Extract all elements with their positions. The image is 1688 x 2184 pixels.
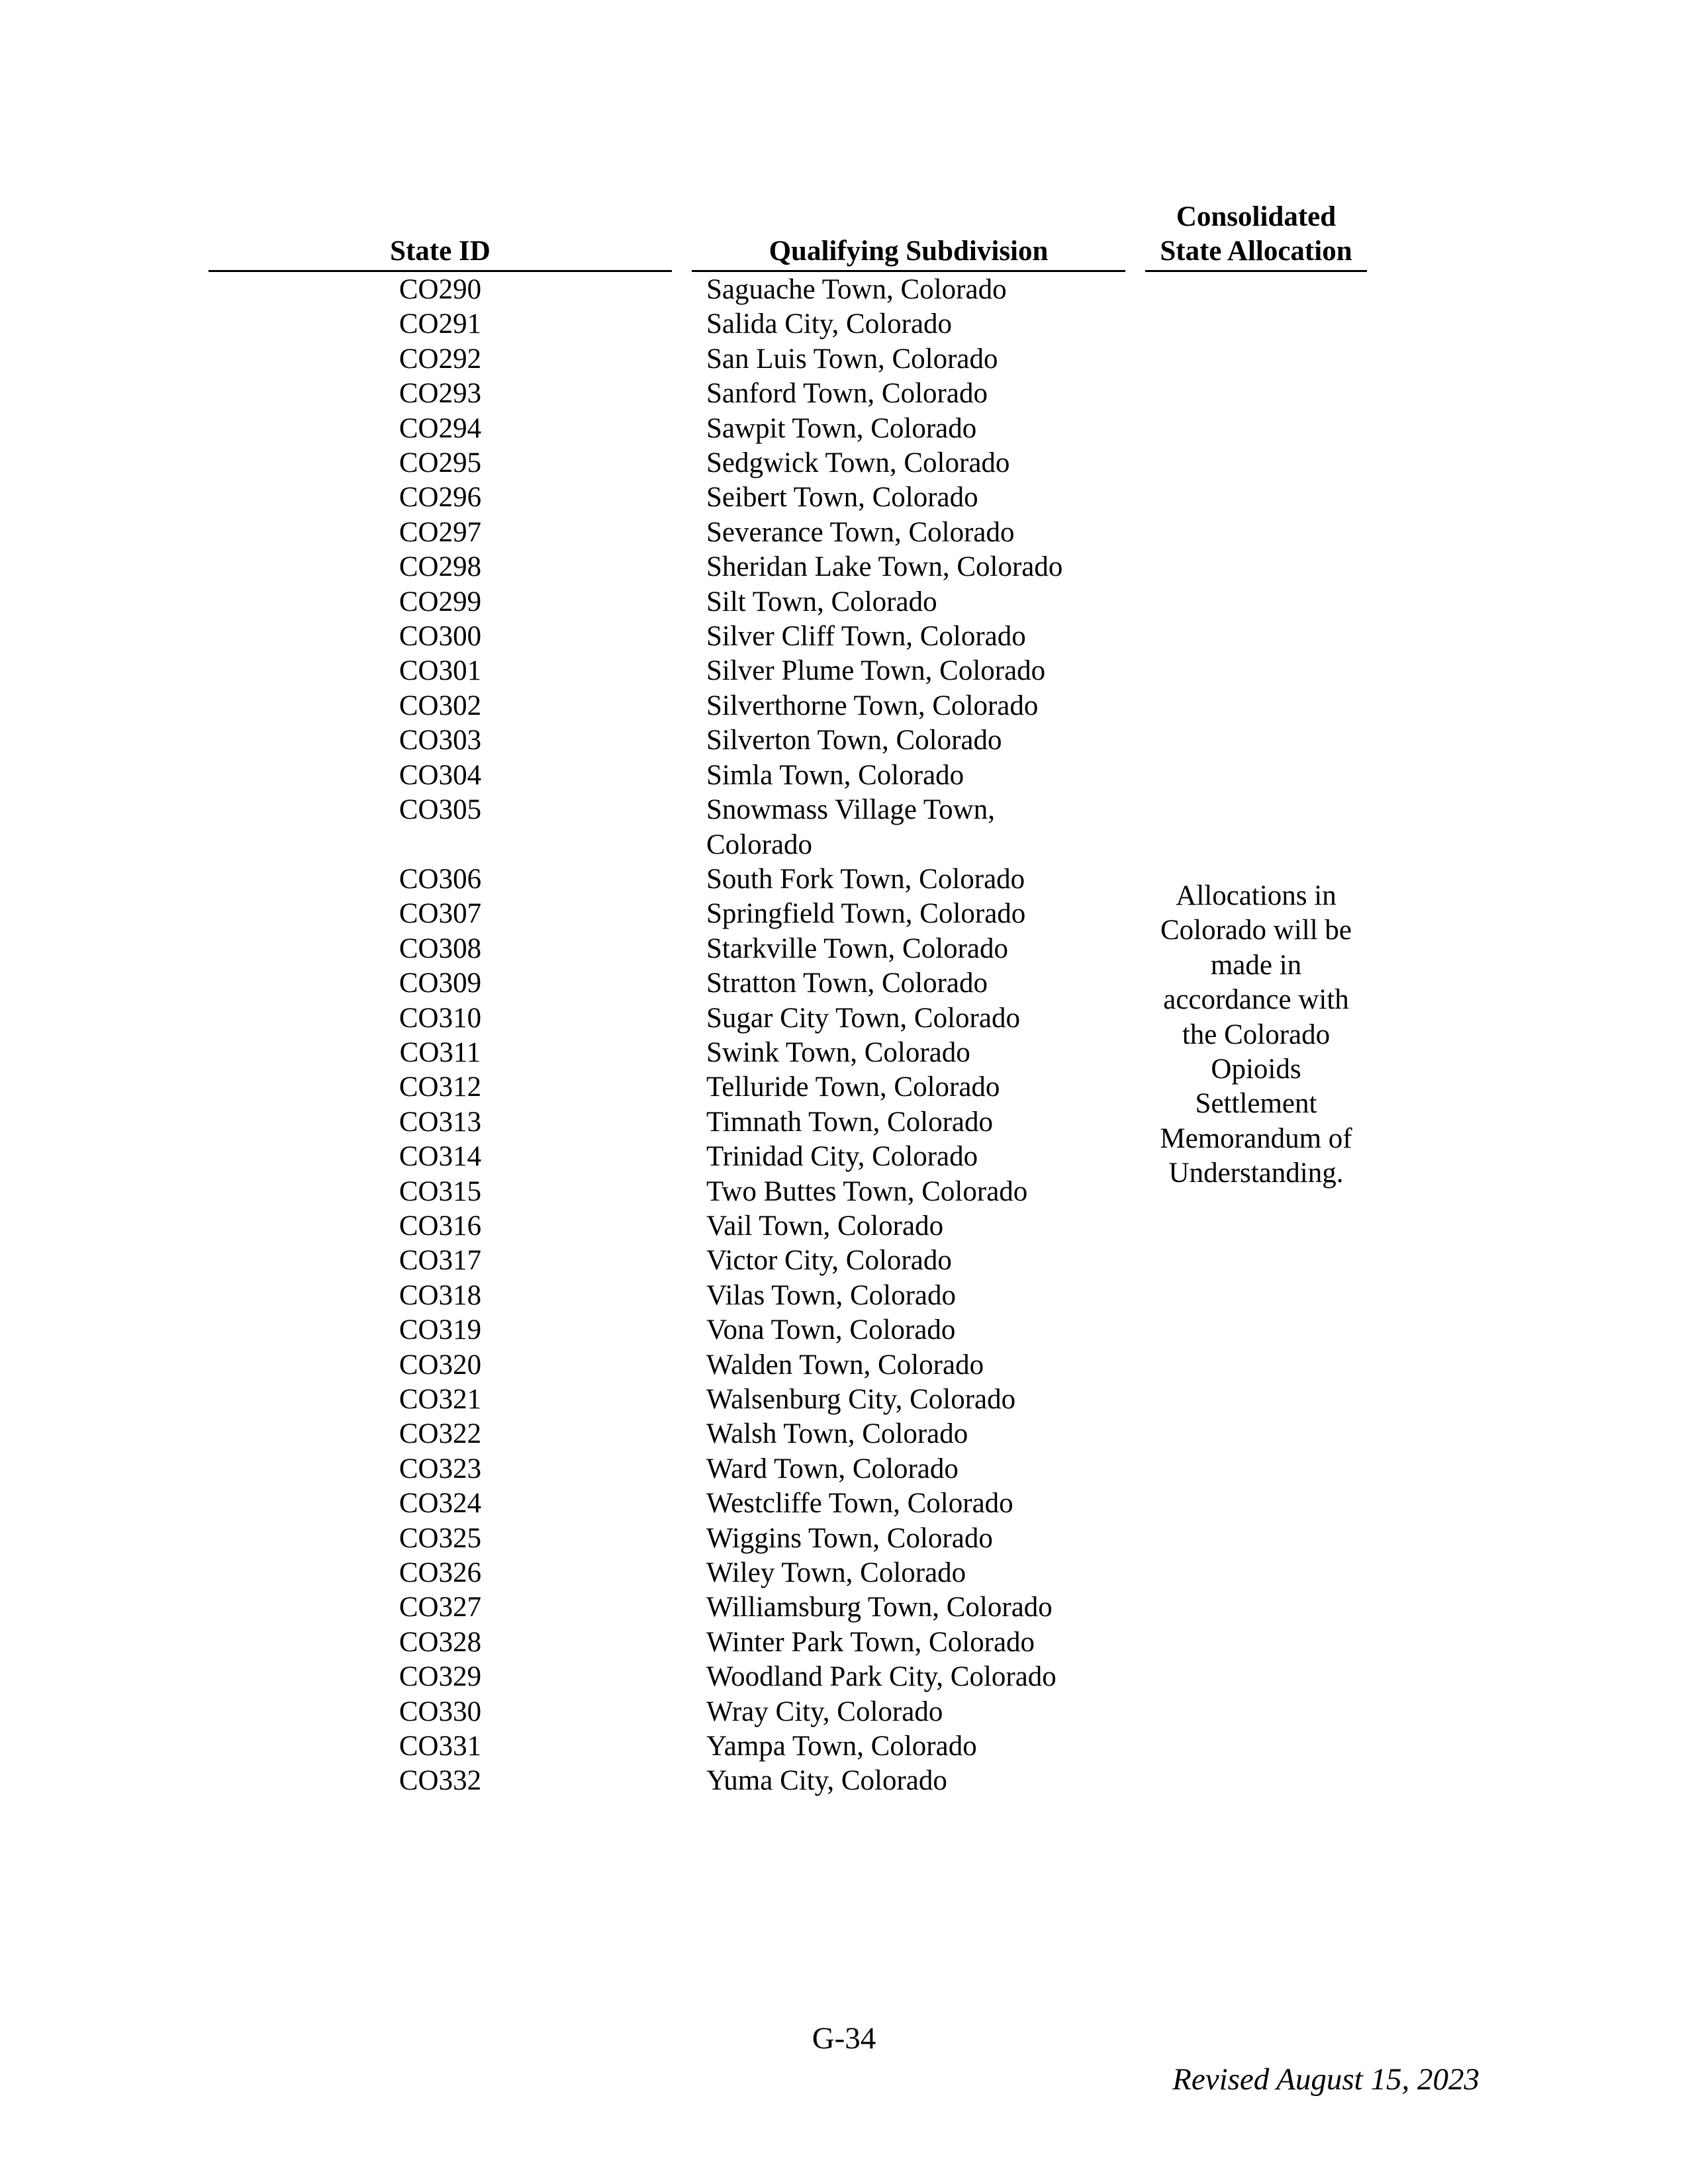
- state-id-cell: CO296: [399, 482, 482, 514]
- state-id-cell: CO311: [399, 1036, 481, 1068]
- subdivision-name-cell: [706, 758, 1117, 793]
- subdivision-name-cell: [706, 1209, 1117, 1244]
- state-id-cell: CO325: [399, 1522, 482, 1554]
- table-row: [0, 585, 1158, 619]
- table-row: [0, 1383, 1158, 1417]
- table-row: [0, 932, 1158, 966]
- header-state-id: State ID: [390, 236, 491, 267]
- state-id-cell: CO295: [399, 447, 482, 479]
- allocation-note-line: made in: [1210, 949, 1302, 981]
- state-id-cell: CO300: [399, 621, 482, 653]
- state-id-cell: CO298: [399, 551, 482, 583]
- subdivision-name-line: Wiggins Town, Colorado: [706, 1522, 993, 1554]
- allocation-note: [1145, 879, 1367, 1191]
- state-id-cell: CO318: [399, 1279, 482, 1311]
- subdivision-name-line: Silverton Town, Colorado: [706, 725, 1002, 756]
- subdivision-name-cell: [706, 585, 1117, 619]
- table-row: [0, 1175, 1158, 1209]
- subdivision-name-line: Trinidad City, Colorado: [706, 1141, 978, 1173]
- table-row: [0, 1209, 1158, 1244]
- state-id-cell: CO301: [399, 655, 482, 687]
- subdivision-name-cell: [706, 412, 1117, 446]
- subdivision-name-cell: [706, 1036, 1117, 1070]
- table-row: [0, 1729, 1158, 1764]
- table-row: [0, 966, 1158, 1001]
- subdivision-name-line: Walsenburg City, Colorado: [706, 1384, 1016, 1415]
- subdivision-name-line: Westcliffe Town, Colorado: [706, 1488, 1013, 1520]
- subdivision-name-line: Simla Town, Colorado: [706, 759, 964, 791]
- table-row: [0, 273, 1158, 307]
- table-row: [0, 1244, 1158, 1278]
- state-id-cell: CO294: [399, 412, 482, 444]
- state-id-cell: CO290: [399, 274, 482, 305]
- subdivision-name-cell: [706, 1695, 1117, 1729]
- state-id-cell: CO308: [399, 933, 482, 964]
- table-row: [0, 1105, 1158, 1140]
- table-row: [0, 1522, 1158, 1556]
- subdivision-name-cell: [706, 550, 1117, 584]
- state-id-cell: CO305: [399, 794, 482, 826]
- table-row: [0, 342, 1158, 377]
- revised-date: Revised August 15, 2023: [1172, 2062, 1479, 2097]
- table-row: [0, 1452, 1158, 1486]
- state-id-cell: CO324: [399, 1488, 482, 1520]
- state-id-cell: CO292: [399, 343, 482, 375]
- table-row: [0, 1660, 1158, 1694]
- state-id-cell: CO330: [399, 1696, 482, 1727]
- state-id-cell: CO313: [399, 1106, 482, 1138]
- subdivision-name-cell: [706, 1105, 1117, 1140]
- subdivision-name-cell: [706, 1070, 1117, 1105]
- state-id-cell: CO312: [399, 1071, 482, 1103]
- allocation-note-line: accordance with: [1163, 984, 1349, 1016]
- subdivision-name-line: Salida City, Colorado: [706, 308, 953, 340]
- subdivision-name-line: Stratton Town, Colorado: [706, 968, 988, 999]
- state-id-cell: CO299: [399, 586, 482, 617]
- subdivision-name-line: Walden Town, Colorado: [706, 1349, 984, 1381]
- subdivision-name-line: Silver Cliff Town, Colorado: [706, 621, 1026, 653]
- subdivision-name-line: Sedgwick Town, Colorado: [706, 447, 1010, 479]
- subdivision-name-line: Silver Plume Town, Colorado: [706, 655, 1046, 687]
- subdivision-name-cell: [706, 723, 1117, 758]
- subdivision-name-cell: [706, 619, 1117, 654]
- state-id-cell: CO306: [399, 863, 482, 895]
- subdivision-name-cell: [706, 446, 1117, 480]
- subdivision-name-cell: [706, 1556, 1117, 1590]
- subdivision-name-cell: [706, 1244, 1117, 1278]
- subdivision-name-line: Snowmass Village Town,: [706, 794, 995, 826]
- subdivision-name-cell: [706, 862, 1117, 897]
- header-consolidated-line1: Consolidated: [1176, 201, 1336, 232]
- subdivision-name-cell: [706, 1313, 1117, 1347]
- subdivision-name-cell: [706, 342, 1117, 377]
- subdivision-name-cell: [706, 966, 1117, 1001]
- allocation-note-line: Colorado will be: [1160, 915, 1352, 946]
- subdivision-name-line: Two Buttes Town, Colorado: [706, 1175, 1028, 1207]
- header-rule-subdivision: [692, 270, 1125, 272]
- state-id-cell: CO329: [399, 1661, 482, 1693]
- table-row: [0, 1313, 1158, 1347]
- header-consolidated-line2: State Allocation: [1160, 236, 1352, 267]
- subdivision-name-line: Walsh Town, Colorado: [706, 1418, 968, 1450]
- subdivision-name-line: South Fork Town, Colorado: [706, 863, 1025, 895]
- table-row: [0, 412, 1158, 446]
- table-row: [0, 1036, 1158, 1070]
- header-qualifying-subdivision: Qualifying Subdivision: [769, 236, 1049, 267]
- state-id-cell: CO326: [399, 1557, 482, 1589]
- subdivision-name-cell: [706, 1175, 1117, 1209]
- subdivision-name-cell: [706, 480, 1117, 515]
- state-id-cell: CO293: [399, 378, 482, 410]
- subdivision-name-line: Severance Town, Colorado: [706, 516, 1015, 548]
- subdivision-name-cell: [706, 897, 1117, 931]
- state-id-cell: CO310: [399, 1002, 482, 1034]
- subdivision-name-cell: [706, 1452, 1117, 1486]
- table-row: [0, 377, 1158, 411]
- subdivision-name-line: San Luis Town, Colorado: [706, 343, 998, 375]
- page-number: G-34: [812, 2021, 876, 2056]
- subdivision-name-cell: [706, 1729, 1117, 1764]
- table-row: [0, 446, 1158, 480]
- state-id-cell: CO331: [399, 1731, 482, 1762]
- state-id-cell: CO297: [399, 516, 482, 548]
- state-id-cell: CO327: [399, 1592, 482, 1623]
- subdivision-name-line: Vail Town, Colorado: [706, 1210, 944, 1242]
- subdivision-name-line: Starkville Town, Colorado: [706, 933, 1009, 964]
- state-id-cell: CO319: [399, 1314, 482, 1346]
- table-row: [0, 897, 1158, 931]
- subdivision-name-cell: [706, 1522, 1117, 1556]
- subdivision-name-cell: [706, 1348, 1117, 1383]
- state-id-cell: CO317: [399, 1245, 482, 1277]
- table-row: [0, 516, 1158, 550]
- table-row: [0, 862, 1158, 897]
- subdivision-name-line: Saguache Town, Colorado: [706, 274, 1007, 305]
- subdivision-name-line: Telluride Town, Colorado: [706, 1071, 1000, 1103]
- table-row: [0, 1486, 1158, 1521]
- table-row: [0, 758, 1158, 793]
- table-body: [0, 273, 1158, 1799]
- table-row: [0, 1070, 1158, 1105]
- subdivision-name-cell: [706, 793, 1117, 862]
- subdivision-name-line: Vilas Town, Colorado: [706, 1279, 957, 1311]
- subdivision-name-line: Sheridan Lake Town, Colorado: [706, 551, 1063, 583]
- state-id-cell: CO328: [399, 1626, 482, 1658]
- subdivision-name-line: Woodland Park City, Colorado: [706, 1661, 1056, 1693]
- table-row: [0, 793, 1158, 862]
- state-id-cell: CO304: [399, 759, 482, 791]
- subdivision-name-cell: [706, 1140, 1117, 1174]
- state-id-cell: CO316: [399, 1210, 482, 1242]
- table-row: [0, 689, 1158, 723]
- state-id-cell: CO322: [399, 1418, 482, 1450]
- table-row: [0, 619, 1158, 654]
- subdivision-name-line: Vona Town, Colorado: [706, 1314, 956, 1346]
- subdivision-name-line: Ward Town, Colorado: [706, 1453, 959, 1484]
- subdivision-name-cell: [706, 1590, 1117, 1625]
- table-row: [0, 1140, 1158, 1174]
- subdivision-name-line: Sugar City Town, Colorado: [706, 1002, 1020, 1034]
- subdivision-name-cell: [706, 1486, 1117, 1521]
- subdivision-name-line: Sawpit Town, Colorado: [706, 412, 977, 444]
- state-id-cell: CO303: [399, 725, 482, 756]
- table-row: [0, 1590, 1158, 1625]
- subdivision-name-line: Yuma City, Colorado: [706, 1765, 947, 1797]
- state-id-cell: CO309: [399, 968, 482, 999]
- state-id-cell: CO315: [399, 1175, 482, 1207]
- allocation-note-line: Understanding.: [1168, 1158, 1344, 1189]
- table-row: [0, 480, 1158, 515]
- table-row: [0, 723, 1158, 758]
- table-row: [0, 1417, 1158, 1451]
- subdivision-name-cell: [706, 654, 1117, 688]
- subdivision-name-line: Winter Park Town, Colorado: [706, 1626, 1035, 1658]
- table-row: [0, 550, 1158, 584]
- allocation-note-line: Allocations in: [1176, 880, 1336, 911]
- subdivision-name-cell: [706, 689, 1117, 723]
- subdivision-name-cell: [706, 516, 1117, 550]
- state-id-cell: CO332: [399, 1765, 482, 1797]
- subdivision-name-cell: [706, 307, 1117, 341]
- table-row: [0, 307, 1158, 341]
- allocation-note-line: Settlement: [1195, 1088, 1317, 1120]
- subdivision-name-line: Yampa Town, Colorado: [706, 1731, 977, 1762]
- table-row: [0, 654, 1158, 688]
- subdivision-name-cell: [706, 932, 1117, 966]
- subdivision-name-cell: [706, 1279, 1117, 1313]
- subdivision-name-line: Swink Town, Colorado: [706, 1036, 970, 1068]
- subdivision-name-line: Springfield Town, Colorado: [706, 898, 1026, 930]
- subdivision-name-line: Timnath Town, Colorado: [706, 1106, 994, 1138]
- subdivision-name-line: Silt Town, Colorado: [706, 586, 937, 617]
- table-row: [0, 1279, 1158, 1313]
- subdivision-name-line: Sanford Town, Colorado: [706, 378, 988, 410]
- allocation-note-line: Opioids: [1211, 1054, 1301, 1085]
- table-row: [0, 1625, 1158, 1660]
- table-row: [0, 1001, 1158, 1036]
- state-id-cell: CO302: [399, 690, 482, 721]
- state-id-cell: CO291: [399, 308, 482, 340]
- subdivision-name-line: Wiley Town, Colorado: [706, 1557, 966, 1589]
- subdivision-name-cell: [706, 1625, 1117, 1660]
- subdivision-name-line: Seibert Town, Colorado: [706, 482, 978, 514]
- table-row: [0, 1695, 1158, 1729]
- subdivision-name-cell: [706, 273, 1117, 307]
- subdivision-name-line: Williamsburg Town, Colorado: [706, 1592, 1053, 1623]
- table-row: [0, 1556, 1158, 1590]
- subdivision-name-line: Silverthorne Town, Colorado: [706, 690, 1039, 721]
- header-consolidated-state-allocation: [1145, 200, 1367, 269]
- state-id-cell: CO321: [399, 1384, 482, 1415]
- state-id-cell: CO307: [399, 898, 482, 930]
- subdivision-name-line: Wray City, Colorado: [706, 1696, 943, 1727]
- subdivision-name-cell: [706, 377, 1117, 411]
- allocation-note-line: Memorandum of: [1160, 1122, 1352, 1154]
- subdivision-name-line-2: Colorado: [706, 829, 813, 860]
- subdivision-name-line: Victor City, Colorado: [706, 1245, 952, 1277]
- subdivision-name-cell: [706, 1001, 1117, 1036]
- header-rule-allocation: [1145, 270, 1367, 272]
- allocation-note-line: the Colorado: [1182, 1019, 1331, 1050]
- table-row: [0, 1348, 1158, 1383]
- state-id-cell: CO323: [399, 1453, 482, 1484]
- state-id-cell: CO320: [399, 1349, 482, 1381]
- subdivision-name-cell: [706, 1764, 1117, 1798]
- state-id-cell: CO314: [399, 1141, 482, 1173]
- subdivision-name-cell: [706, 1383, 1117, 1417]
- subdivision-name-cell: [706, 1417, 1117, 1451]
- header-rule-state-id: [209, 270, 672, 272]
- table-row: [0, 1764, 1158, 1798]
- subdivision-name-cell: [706, 1660, 1117, 1694]
